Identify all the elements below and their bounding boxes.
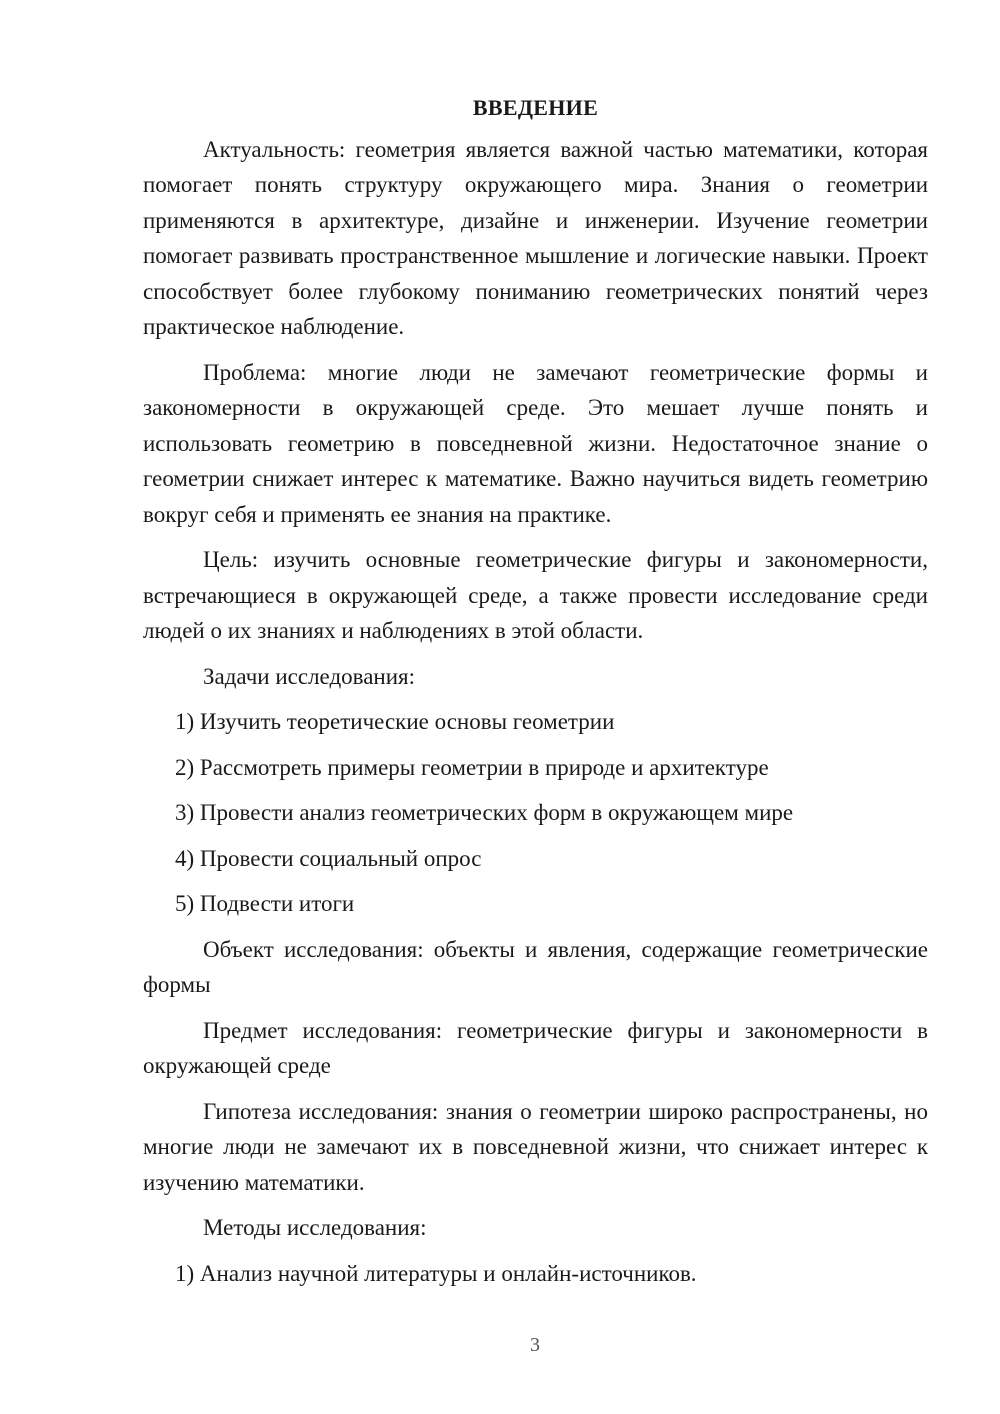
problem-paragraph: Проблема: многие люди не замечают геометрические формы и закономерности в окружающей среде. Это мешает лучше понять и использовать геометрию в повседневной жизни. Недостаточное знание о геометрии снижает интерес к математике. Важно научиться видеть геометрию вокруг себя и применять ее знания на практике. (143, 359, 928, 527)
task-item-1: 1) Изучить теоретические основы геометрии (175, 709, 615, 734)
task-item-4: 4) Провести социальный опрос (175, 845, 482, 871)
task-item-5: 5) Подвести итоги (175, 891, 355, 916)
document-page (143, 90, 928, 1301)
task-item-3: 3) Провести анализ геометрических форм в окружающем мире (175, 800, 794, 825)
hypothesis-paragraph: Гипотеза исследования: знания о геометрии широко распространены, но многие люди не замечают их в повседневной жизни, что снижает интерес к изучению математики. (143, 1098, 928, 1195)
goal-paragraph: Цель: изучить основные геометрические фигуры и закономерности, встречающиеся в окружающей среде, а также провести исследование среди людей о их знаниях и наблюдениях в этой области. (143, 547, 928, 643)
task-item-2: 2) Рассмотреть примеры геометрии в природе и архитектуре (175, 754, 769, 780)
methods-title: Методы исследования: (203, 1215, 427, 1240)
relevance-paragraph: Актуальность: геометрия является важной частью математики, которая помогает понять структуру окружающего мира. Знания о геометрии применяются в архитектуре, дизайне и инженерии. Изучение геометрии помогает развивать пространственное мышление и логические навыки. Проект способствует более глубокому пониманию геометрических понятий через практическое наблюдение. (143, 136, 928, 339)
object-paragraph: Объект исследования: объекты и явления, содержащие геометрические формы (143, 936, 928, 997)
page-title: ВВЕДЕНИЕ (472, 95, 599, 120)
method-item-1: 1) Анализ научной литературы и онлайн-источников. (175, 1260, 697, 1286)
tasks-title: Задачи исследования: (203, 663, 416, 689)
subject-paragraph: Предмет исследования: геометрические фигуры и закономерности в окружающей среде (143, 1017, 928, 1078)
page-number: 3 (530, 1334, 540, 1356)
